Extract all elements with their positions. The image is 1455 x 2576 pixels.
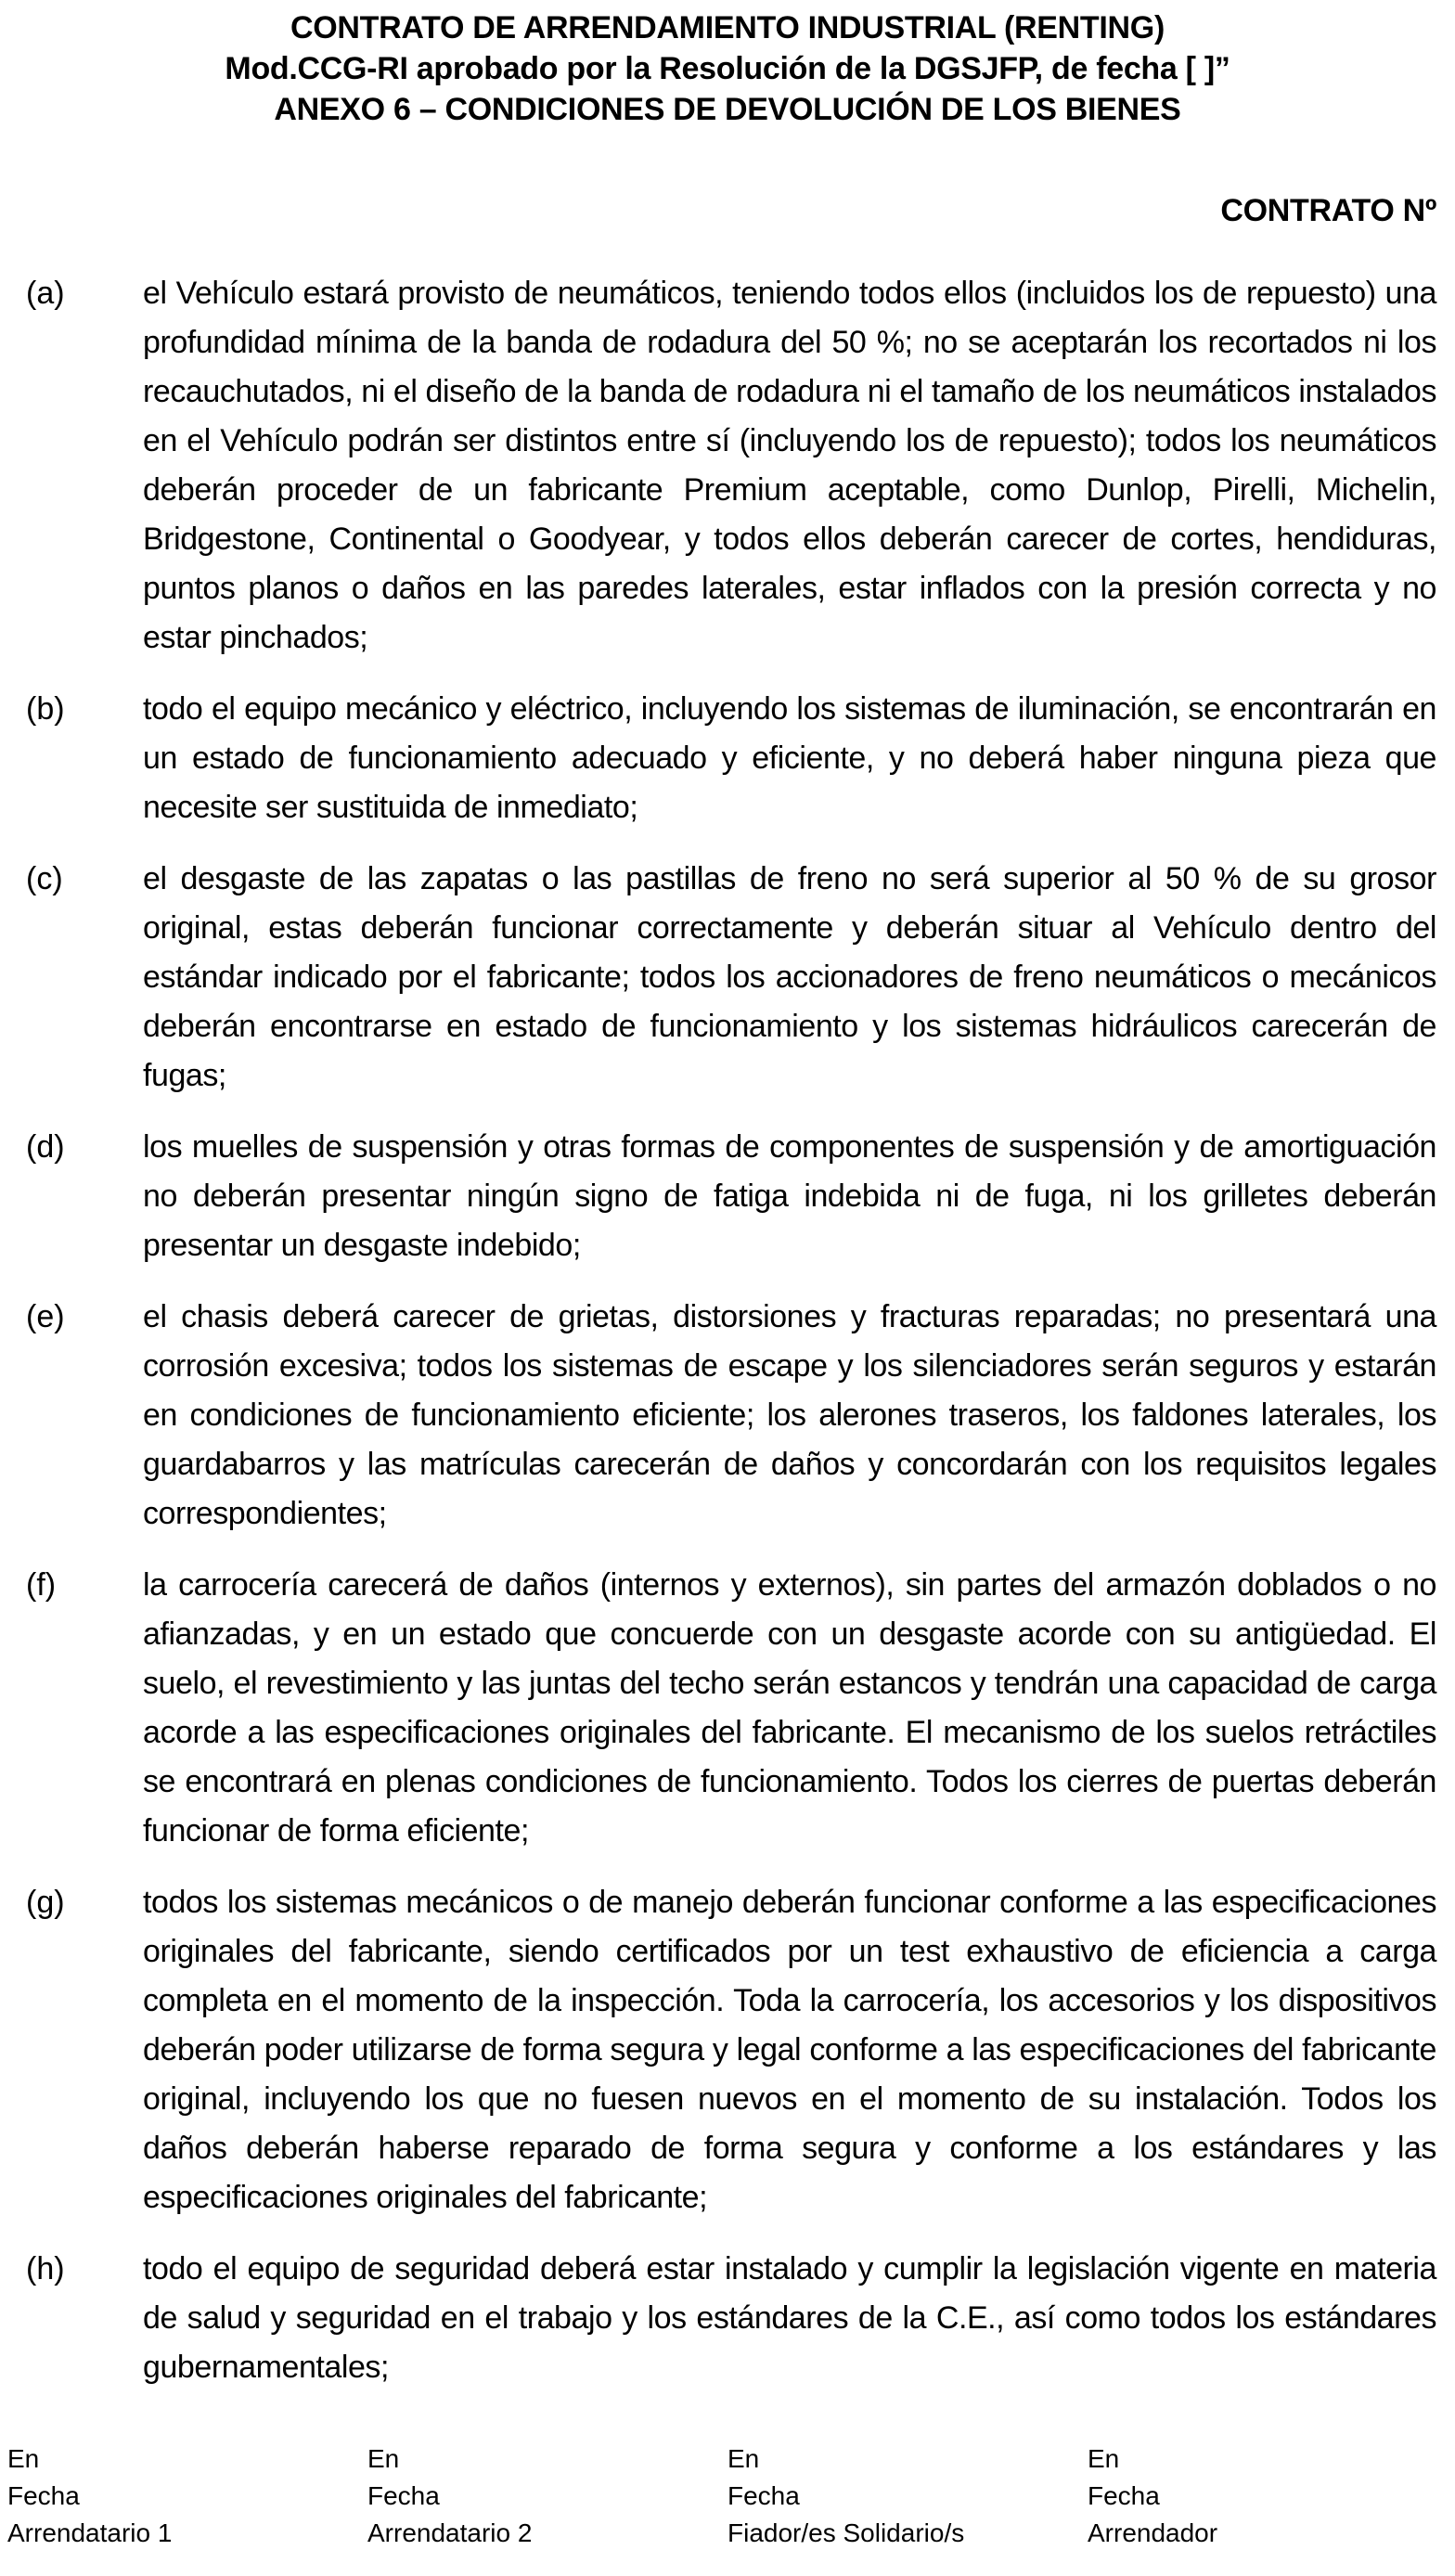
signature-place-label: En — [1088, 2444, 1120, 2473]
clause-text: todo el equipo de seguridad deberá estar instalado y cumplir la legislación vigente en materia de salud y seguridad en el trabajo y los estándares de la C.E., así como todos los estándares gubernamentales; — [143, 2251, 1436, 2385]
clause-a — [26, 269, 1436, 663]
clause-d — [26, 1123, 1436, 1270]
signature-place-label: En — [367, 2444, 400, 2473]
document-header — [0, 7, 1455, 130]
clause-text: la carrocería carecerá de daños (internos y externos), sin partes del armazón doblados o no afianzadas, y en un estado que concuerde con un desgaste acorde con su antigüedad. El suelo, el revestimiento y las juntas del techo serán estancos y tendrán una capacidad de carga acorde a las especificaciones originales del fabricante. El mecanismo de los suelos retráctiles se encontrará en plenas condiciones de funcionamiento. Todos los cierres de puertas deberán funcionar de forma eficiente; — [143, 1567, 1436, 1848]
clause-label: (e) — [26, 1299, 65, 1334]
clause-label: (f) — [26, 1567, 57, 1603]
document-title: CONTRATO DE ARRENDAMIENTO INDUSTRIAL (RENTING) — [290, 10, 1165, 45]
clause-label: (b) — [26, 691, 65, 727]
clause-c — [26, 855, 1436, 1101]
signature-party-label: Fiador/es Solidario/s — [728, 2518, 965, 2547]
clause-h — [26, 2245, 1436, 2392]
annex-title: ANEXO 6 – CONDICIONES DE DEVOLUCIÓN DE LOS BIENES — [274, 92, 1181, 127]
clause-label: (a) — [26, 276, 65, 311]
clause-label: (c) — [26, 861, 63, 896]
clause-g — [26, 1878, 1436, 2222]
clause-text: todos los sistemas mecánicos o de manejo deberán funcionar conforme a las especificaciones originales del fabricante, siendo certificados por un test exhaustivo de eficiencia a carga completa en el momento de la inspección. Toda la carrocería, los accesorios y los dispositivos deberán poder utilizarse de forma segura y legal conforme a las especificaciones del fabricante original, incluyendo los que no fuesen nuevos en el momento de su instalación. Todos los daños deberán haberse reparado de forma segura y conforme a los estándares y las especificaciones originales del fabricante; — [143, 1885, 1436, 2215]
signature-place-label: En — [728, 2444, 760, 2473]
clause-label: (g) — [26, 1885, 65, 1920]
signature-block-arrendatario-1 — [7, 2441, 367, 2552]
clause-label: (h) — [26, 2251, 65, 2286]
signature-date-label: Fecha — [728, 2481, 800, 2510]
clause-label: (d) — [26, 1129, 65, 1165]
signature-party-label: Arrendatario 2 — [367, 2518, 533, 2547]
clause-text: el Vehículo estará provisto de neumáticos, teniendo todos ellos (incluidos los de repuesto) una profundidad mínima de la banda de rodadura del 50 %; no se aceptarán los recortados ni los recauchutados, ni el diseño de la banda de rodadura ni el tamaño de los neumáticos instalados en el Vehículo podrán ser distintos entre sí (incluyendo los de repuesto); todos los neumáticos deberán proceder de un fabricante Premium aceptable, como Dunlop, Pirelli, Michelin, Bridgestone, Continental o Goodyear, y todos ellos deberán carecer de cortes, hendiduras, puntos planos o daños en las paredes laterales, estar inflados con la presión correcta y no estar pinchados; — [143, 276, 1436, 655]
clause-e — [26, 1293, 1436, 1539]
clause-text: el desgaste de las zapatas o las pastillas de freno no será superior al 50 % de su grosor original, estas deberán funcionar correctamente y deberán situar al Vehículo dentro del estándar indicado por el fabricante; todos los accionadores de freno neumáticos o mecánicos deberán encontrarse en estado de funcionamiento y los sistemas hidráulicos carecerán de fugas; — [143, 861, 1436, 1093]
contract-number-label: CONTRATO Nº — [1220, 193, 1436, 228]
signature-footer — [7, 2441, 1448, 2552]
clause-list — [26, 269, 1436, 2415]
clause-b — [26, 685, 1436, 832]
signature-date-label: Fecha — [367, 2481, 440, 2510]
signature-party-label: Arrendatario 1 — [7, 2518, 173, 2547]
signature-date-label: Fecha — [7, 2481, 80, 2510]
clause-f — [26, 1561, 1436, 1856]
signature-block-fiador — [728, 2441, 1088, 2552]
clause-text: todo el equipo mecánico y eléctrico, incluyendo los sistemas de iluminación, se encontrarán en un estado de funcionamiento adecuado y eficiente, y no deberá haber ninguna pieza que necesite ser sustituida de inmediato; — [143, 691, 1436, 825]
clause-text: los muelles de suspensión y otras formas de componentes de suspensión y de amortiguación no deberán presentar ningún signo de fatiga indebida ni de fuga, ni los grilletes deberán presentar un desgaste indebido; — [143, 1129, 1436, 1263]
signature-block-arrendador — [1088, 2441, 1448, 2552]
signature-date-label: Fecha — [1088, 2481, 1160, 2510]
clause-text: el chasis deberá carecer de grietas, distorsiones y fracturas reparadas; no presentará una corrosión excesiva; todos los sistemas de escape y los silenciadores serán seguros y estarán en condiciones de funcionamiento eficiente; los alerones traseros, los faldones laterales, los guardabarros y las matrículas carecerán de daños y concordarán con los requisitos legales correspondientes; — [143, 1299, 1436, 1531]
signature-party-label: Arrendador — [1088, 2518, 1218, 2547]
signature-place-label: En — [7, 2444, 40, 2473]
signature-block-arrendatario-2 — [367, 2441, 728, 2552]
document-model-reference: Mod.CCG-RI aprobado por la Resolución de la DGSJFP, de fecha [ ]” — [225, 51, 1230, 86]
